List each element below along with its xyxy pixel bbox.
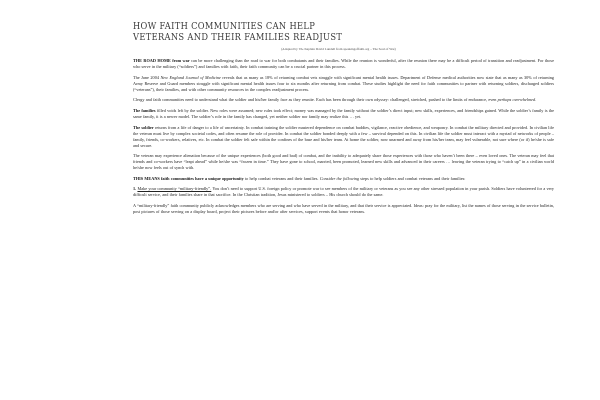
paragraph-nejm-study — [133, 75, 554, 93]
paragraph-soldier — [133, 125, 554, 149]
step-heading-underlined-1: Make your community “military-friendly”. — [137, 186, 212, 192]
paragraph-text-clergy: Clergy and faith communities need to understand what the soldier and his/her family face as they reunite. Each has been through their own odyssey: challenged, stretched, pushed to the limits of endurance, even — [133, 97, 498, 103]
page-title-line-2: VETERANS AND THEIR FAMILIES READJUST — [133, 31, 343, 43]
paragraph-families — [133, 108, 554, 120]
attribution-line: (Adapted by VA chaplain David Lundell from speakingoffaith.org – The Soul of War) — [281, 47, 396, 52]
paragraph-lead-soldier: The soldier — [133, 124, 154, 130]
paragraph-this-means — [133, 176, 554, 182]
document-body — [45, 58, 554, 215]
paragraph-lead-families: The families — [133, 107, 156, 113]
step-number-1: 1. — [133, 186, 137, 192]
paragraph-text-road-home: can be more challenging than the road to war for both combatants and their families. While the reunion is wonderful, after the reunion there may be a difficult period of transition and readjustment. For those who serve in the military (“soldiers”) and families with faith, their faith community can be a crucial partner in this process. — [133, 58, 554, 70]
paragraph-italic-tail-clergy: perhaps overwhelmed. — [497, 97, 537, 103]
paragraph-pre-nejm: The June 2004 — [133, 74, 161, 80]
paragraph-lead-road-home: THE ROAD HOME from war — [133, 58, 190, 64]
paragraph-alienation — [133, 153, 554, 171]
paragraph-clergy — [133, 97, 554, 103]
page-title-line-1: HOW FAITH COMMUNITIES CAN HELP — [133, 21, 316, 32]
paragraph-road-home — [133, 58, 554, 70]
paragraph-text2-this-means: steps to help soldiers and combat veterans and their families: — [359, 175, 466, 181]
paragraph-text-nejm: reveals that as many as 18% of returning combat vets struggle with significant mental health issues. Department of Defense medical authorities now state that as many as 30% of returning Army Reserve and Guard members struggle with significant mental health issues four to six months after returning from combat. These studies highlight the need for faith communities to partner with returning soldiers, discharged soldiers (“veterans”), their families, and with other community resources in the complex readjustment process. — [133, 74, 554, 92]
paragraph-text-soldier: returns from a life of danger to a life of uncertainty. In combat training the soldier mastered dependence on combat buddies, vigilance, reactive obedience, and weaponry. In combat the military directed and provided. In civilian life the veteran must live by complex societal codes, and often resume the role of provider. In combat the soldier bonded deeply with a few – survival depended on this. In civilian life the soldier must interact with a myriad of networks of people – family, friends, co-workers, relatives, etc. In combat the soldier felt safe within the confines of the base and his/her team. At home the soldier, now unarmed and away from his/her team, may feel vulnerable, not sure where (or if) he/she is safe and secure. — [133, 124, 554, 148]
paragraph-text-alienation: The veteran may experience alienation because of the unique experiences (both good and bad) of combat, and the inability to adequately share those experiences with those who haven’t been there – even loved ones. The veteran may feel that friends and co-workers have “leapt ahead” while he/she was “frozen in time.” They have gone to school, married, been promoted, learned new skills and advanced in their careers … leaving the veteran trying to “catch up” in a civilian world he/she now feels out of synch with. — [133, 153, 554, 171]
paragraph-lead-this-means: THIS MEANS faith communities have a unique opportunity — [133, 175, 244, 181]
journal-name-italic: New England Journal of Medicine — [160, 74, 221, 80]
step-text-1: You don’t need to support U.S. foreign policy or promote war to see members of the military or veterans as you see any other stressed population in your parish. Soldiers have volunteered for a very difficult service, and their families share in that sacrifice. In the Christian tradition, Jesus ministered to soldiers – His church should do the same. — [133, 186, 555, 198]
page-title — [45, 22, 554, 43]
paragraph-text-families: filled voids left by the soldier. New roles were assumed; new rules took effect; money was managed by the family without the soldier’s direct input; new skills, experiences, and friendships gained. While the soldier’s family is the same family, it is a newer model. The soldier’s role in the family has changed, yet neither soldier nor family may realize this … yet. — [133, 107, 554, 119]
paragraph-text-step-1-detail: A “military-friendly” faith community publicly acknowledges members who are serving and who have served in the military, and that their service is appreciated. Ideas: pray for the military, list the names of those serving in the service bulletin, post pictures of those serving on a display board, project their pictures before and/or after services, support events that honor veterans. — [133, 202, 554, 214]
list-item-step-1 — [133, 186, 554, 198]
paragraph-step-1-detail — [133, 203, 554, 215]
paragraph-text-this-means: to help combat veterans and their families. — [243, 175, 320, 181]
paragraph-italic-this-means: Consider the following — [319, 175, 360, 181]
